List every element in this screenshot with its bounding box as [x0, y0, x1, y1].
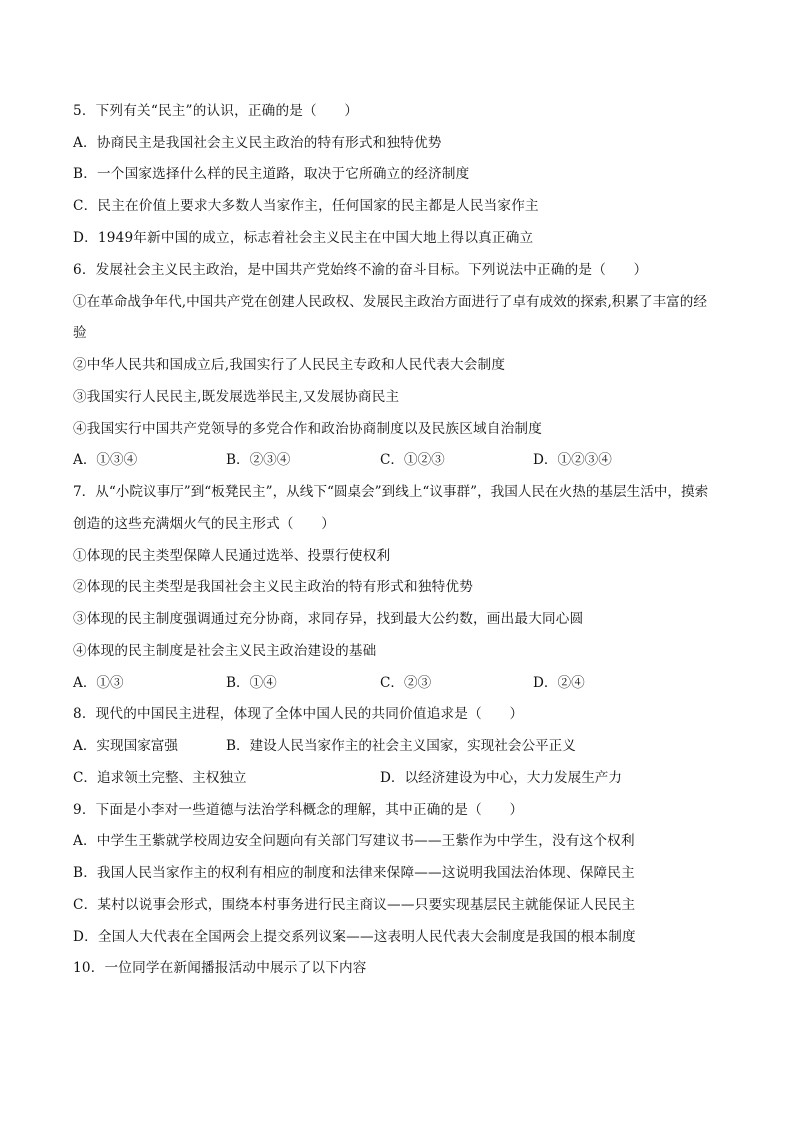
question-8-options-row-1 — [73, 736, 733, 756]
question-8-option-a: A．实现国家富强 — [73, 738, 178, 754]
question-7-stem-cont: 创造的这些充满烟火气的民主形式（ ） — [73, 516, 336, 532]
question-5-option-b: B．一个国家选择什么样的民主道路，取决于它所确立的经济制度 — [73, 166, 470, 182]
question-9-option-d: D．全国人大代表在全国两会上提交系列议案——这表明人民代表大会制度是我国的根本制度 — [73, 929, 636, 945]
question-7-statement-1: ①体现的民主类型保障人民通过选举、投票行使权利 — [73, 548, 391, 564]
question-6-option-c: C．①②③ — [380, 452, 445, 468]
question-7-option-b: B．①④ — [226, 675, 277, 691]
question-7-statement-2: ②体现的民主类型是我国社会主义民主政治的特有形式和独特优势 — [73, 579, 474, 595]
question-5-option-c: C．民主在价值上要求大多数人当家作主，任何国家的民主都是人民当家作主 — [73, 198, 539, 214]
question-6-statement-3: ③我国实行人民民主,既发展选举民主,又发展协商民主 — [73, 389, 400, 405]
question-9-stem: 9．下面是小李对一些道德与法治学科概念的理解，其中正确的是（ ） — [73, 802, 524, 818]
question-6-statement-1: ①在革命战争年代,中国共产党在创建人民政权、发展民主政治方面进行了卓有成效的探索,积累了丰富的经 — [73, 294, 707, 310]
question-5-stem: 5．下列有关“民主”的认识，正确的是（ ） — [73, 103, 359, 119]
question-8-options-row-2 — [73, 768, 733, 788]
question-7-option-c: C．②③ — [380, 675, 432, 691]
question-6-statement-1-cont: 验 — [73, 325, 87, 341]
question-8-stem: 8．现代的中国民主进程，体现了全体中国人民的共同价值追求是（ ） — [73, 706, 524, 722]
question-8-option-c: C．追求领土完整、主权独立 — [73, 770, 247, 786]
question-6-option-d: D．①②③④ — [533, 452, 612, 468]
question-7-options — [73, 673, 733, 693]
question-7-statement-3: ③体现的民主制度强调通过充分协商，求同存异，找到最大公约数，画出最大同心圆 — [73, 611, 584, 627]
question-10-stem: 10．一位同学在新闻播报活动中展示了以下内容 — [73, 960, 367, 976]
question-6-options — [73, 450, 733, 470]
question-9-option-c: C．某村以说事会形式，围绕本村事务进行民主商议——只要实现基层民主就能保证人民民主 — [73, 897, 636, 913]
question-9-option-b: B．我国人民当家作主的权利有相应的制度和法律来保障——这说明我国法治体现、保障民主 — [73, 865, 635, 881]
question-6-stem: 6．发展社会主义民主政治，是中国共产党始终不渝的奋斗目标。下列说法中正确的是（ ） — [73, 262, 648, 278]
question-8-option-d: D．以经济建设为中心，大力发展生产力 — [380, 770, 622, 786]
question-7-stem: 7．从“小院议事厅”到“板凳民主”，从线下“圆桌会”到线上“议事群”，我国人民在火热的基层生活中，摸索 — [73, 484, 709, 500]
question-6-statement-2: ②中华人民共和国成立后,我国实行了人民民主专政和人民代表大会制度 — [73, 357, 506, 373]
question-6-statement-4: ④我国实行中国共产党领导的多党合作和政治协商制度以及民族区域自治制度 — [73, 421, 542, 437]
question-7-option-a: A．①③ — [73, 675, 124, 691]
question-9-option-a: A．中学生王紫就学校周边安全问题向有关部门写建议书——王紫作为中学生，没有这个权利 — [73, 833, 635, 849]
question-6-option-b: B．②③④ — [226, 452, 291, 468]
question-7-statement-4: ④体现的民主制度是社会主义民主政治建设的基础 — [73, 643, 377, 659]
question-8-option-b: B．建设人民当家作主的社会主义国家，实现社会公平正义 — [226, 738, 576, 754]
question-6-option-a: A．①③④ — [73, 452, 138, 468]
question-5-option-a: A．协商民主是我国社会主义民主政治的特有形式和独特优势 — [73, 135, 442, 151]
question-7-option-d: D．②④ — [533, 675, 585, 691]
question-5-option-d: D．1949年新中国的成立，标志着社会主义民主在中国大地上得以真正确立 — [73, 230, 534, 246]
